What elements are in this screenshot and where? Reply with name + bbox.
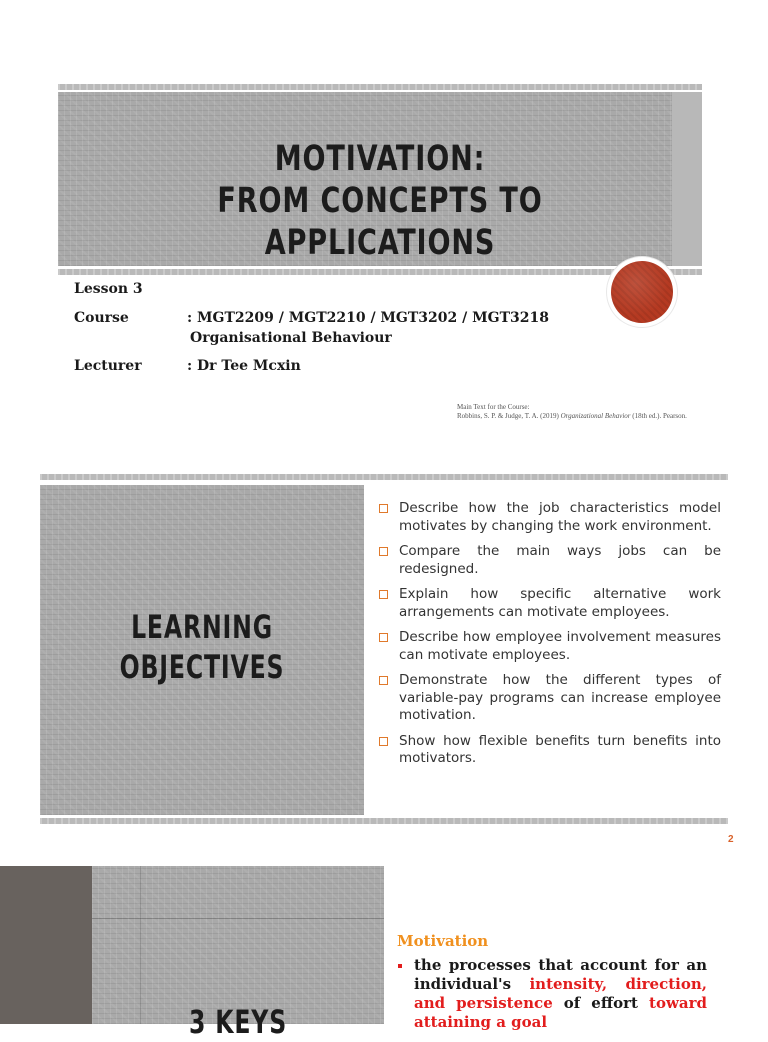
title-banner-top-stripe: [58, 84, 702, 90]
checkbox-bullet-icon: [379, 547, 388, 556]
objectives-heading-line1: LEARNING: [131, 608, 273, 646]
checkbox-bullet-icon: [379, 590, 388, 599]
motivation-definition: [397, 956, 707, 1032]
main-text-heading: Main Text for the Course:: [457, 403, 530, 411]
definition-highlight-1: intensity, direction, and persistence: [414, 975, 707, 1012]
objective-item: Describe how employee involvement measures can motivate employees.: [379, 629, 721, 664]
panel-grid-line-v: [140, 866, 141, 1024]
page-number: 2: [728, 834, 734, 845]
panel-grid-line-h: [92, 918, 384, 919]
square-bullet-icon: [398, 964, 402, 968]
title-banner-bottom-stripe: [58, 269, 702, 275]
checkbox-bullet-icon: [379, 737, 388, 746]
slide-title-line2: FROM CONCEPTS TO APPLICATIONS: [217, 181, 543, 263]
course-label: Course: [74, 310, 129, 326]
definition-text: the processes that account for an individual's intensity, direction, and persistence of effort toward attaining a goal: [414, 956, 707, 1031]
objectives-heading: [69, 607, 335, 687]
banner-right-edge: [672, 92, 702, 266]
objective-item: Compare the main ways jobs can be redesigned.: [379, 543, 721, 578]
objectives-heading-panel: [40, 485, 364, 815]
decorative-circle-fill: [611, 261, 673, 323]
keys-heading: 3 KEYS: [188, 1003, 288, 1041]
motivation-term: Motivation: [397, 932, 489, 950]
lecturer-name: : Dr Tee Mcxin: [187, 358, 301, 374]
keys-heading-panel: [92, 866, 384, 1041]
objectives-list-container: [379, 500, 721, 776]
objectives-list: [379, 500, 721, 768]
course-codes: : MGT2209 / MGT2210 / MGT3202 / MGT3218: [187, 310, 549, 326]
definition-highlight-2: toward attaining a goal: [414, 994, 707, 1031]
objective-item: Demonstrate how the different types of variable-pay programs can increase employee motivation.: [379, 672, 721, 725]
objective-item: Show how flexible benefits turn benefits into motivators.: [379, 733, 721, 768]
dark-side-panel: [0, 866, 92, 1024]
objectives-bottom-stripe: [40, 818, 728, 824]
course-name: Organisational Behaviour: [190, 330, 392, 346]
slide-title: [103, 138, 657, 264]
objectives-heading-line2: OBJECTIVES: [119, 648, 285, 686]
lecturer-label: Lecturer: [74, 358, 142, 374]
objectives-top-stripe: [40, 474, 728, 480]
slide-title-line1: MOTIVATION:: [274, 139, 486, 179]
book-title: Organizational Behavior: [560, 412, 631, 420]
main-text-reference: [457, 403, 687, 421]
checkbox-bullet-icon: [379, 504, 388, 513]
decorative-circle: [607, 257, 677, 327]
checkbox-bullet-icon: [379, 633, 388, 642]
title-banner: [58, 92, 702, 266]
lesson-label: Lesson 3: [74, 281, 143, 297]
objective-item: Explain how specific alternative work arrangements can motivate employees.: [379, 586, 721, 621]
checkbox-bullet-icon: [379, 676, 388, 685]
objective-item: Describe how the job characteristics model motivates by changing the work environment.: [379, 500, 721, 535]
main-text-citation: Robbins, S. P. & Judge, T. A. (2019) Organizational Behavior (18th ed.). Pearson.: [457, 412, 687, 420]
